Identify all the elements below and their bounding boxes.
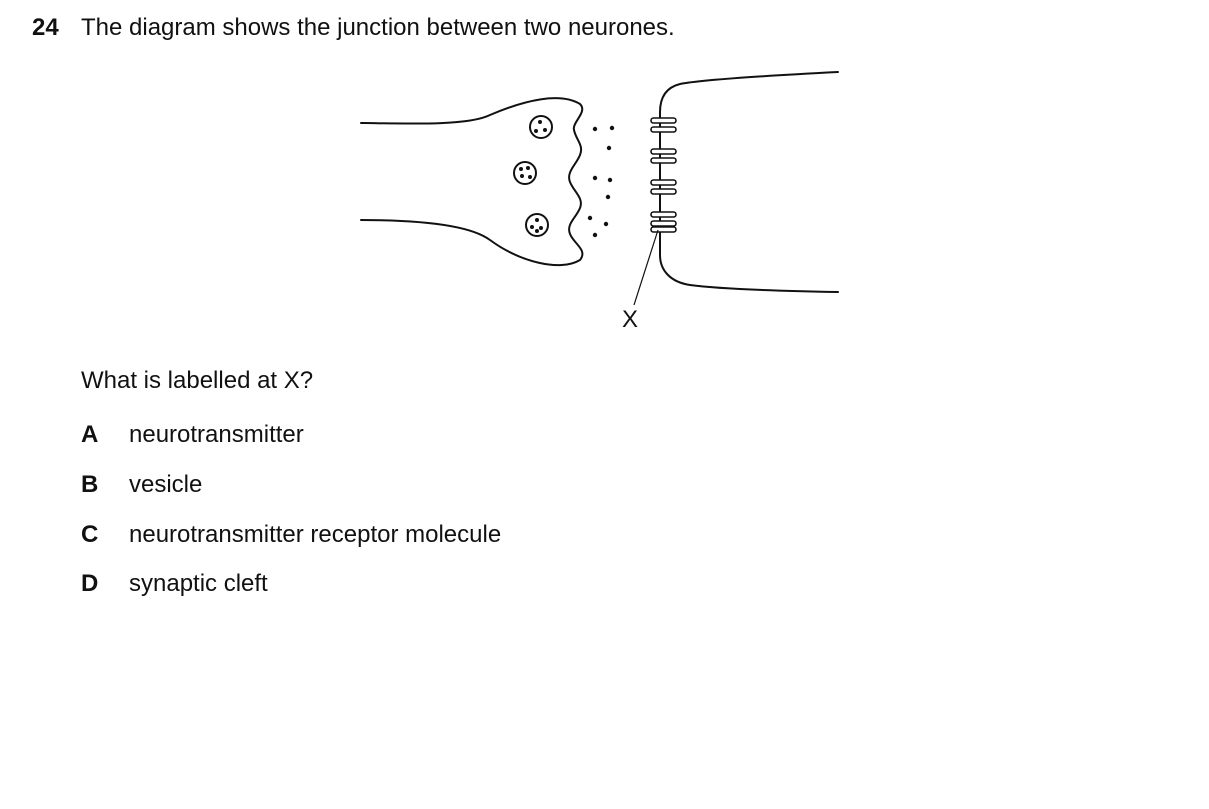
vesicle-contents-dot: [539, 226, 543, 230]
option-letter: D: [81, 570, 99, 597]
vesicle-contents-dot: [519, 167, 523, 171]
option-letter: B: [81, 471, 99, 498]
vesicle-contents-dot: [530, 225, 534, 229]
neurotransmitter-dot: [593, 176, 597, 180]
option-b[interactable]: [81, 471, 202, 499]
receptor-molecule: [651, 227, 676, 232]
receptor-molecule: [651, 221, 676, 226]
receptor-molecule: [651, 127, 676, 132]
presynaptic-terminal-outline: [361, 98, 582, 265]
option-d[interactable]: [81, 570, 268, 598]
receptor-molecule: [651, 158, 676, 163]
vesicle: [514, 162, 536, 184]
receptor-molecule: [651, 180, 676, 185]
vesicle-contents-dot: [535, 229, 539, 233]
neurotransmitter-dot: [606, 195, 610, 199]
postsynaptic-membrane-outline: [660, 72, 838, 292]
option-text: synaptic cleft: [129, 570, 268, 597]
neurotransmitter-dot: [610, 126, 614, 130]
question-number: 24: [32, 14, 59, 41]
receptor-molecule: [651, 189, 676, 194]
vesicle-contents-dot: [543, 128, 547, 132]
vesicle-contents-dot: [538, 120, 542, 124]
option-c[interactable]: [81, 521, 501, 549]
diagram-label-x: X: [622, 306, 639, 333]
neurotransmitter-dot: [608, 178, 612, 182]
option-a[interactable]: [81, 421, 304, 449]
label-x-leader-line: [634, 230, 658, 305]
vesicle-contents-dot: [520, 174, 524, 178]
neurotransmitter-dot: [593, 127, 597, 131]
option-text: vesicle: [129, 471, 203, 498]
receptor-molecule: [651, 212, 676, 217]
neurotransmitter-dot: [593, 233, 597, 237]
vesicle-contents-dot: [526, 166, 530, 170]
option-text: neurotransmitter receptor molecule: [129, 521, 502, 548]
neurotransmitter-dot: [604, 222, 608, 226]
vesicle: [530, 116, 552, 138]
vesicle-contents-dot: [534, 129, 538, 133]
vesicle: [526, 214, 548, 236]
option-letter: A: [81, 421, 99, 448]
receptor-molecule: [651, 149, 676, 154]
receptor-molecule: [651, 118, 676, 123]
neurotransmitter-dot: [607, 146, 611, 150]
option-text: neurotransmitter: [129, 421, 304, 448]
question-prompt: What is labelled at X?: [81, 367, 314, 394]
option-letter: C: [81, 521, 99, 548]
vesicle-contents-dot: [535, 218, 539, 222]
vesicle-contents-dot: [528, 175, 532, 179]
question-stem: The diagram shows the junction between two neurones.: [81, 14, 675, 41]
neurotransmitter-dot: [588, 216, 592, 220]
